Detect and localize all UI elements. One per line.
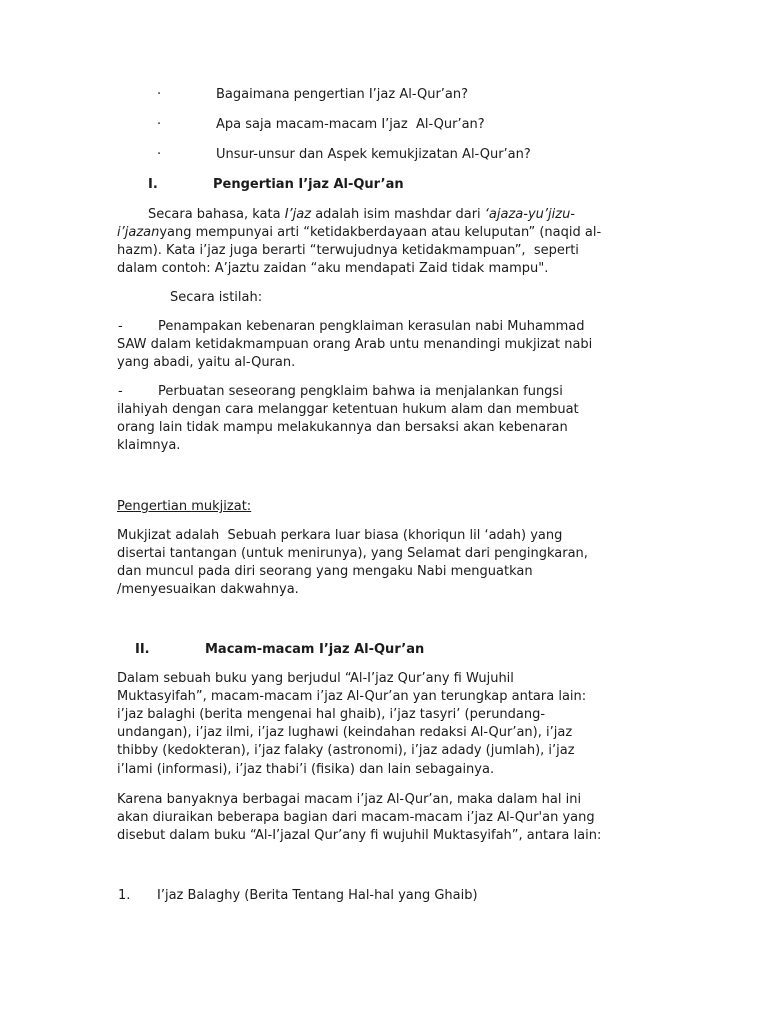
mukjizat-line: dan muncul pada diri seorang yang mengaku Nabi menguatkan: [117, 564, 533, 579]
definition-marker: -: [118, 384, 123, 399]
section-2-number: II.: [135, 642, 150, 657]
definition-line: ilahiyah dengan cara melanggar ketentuan hukum alam dan membuat: [117, 402, 579, 417]
bahasa-line-1: [148, 206, 575, 224]
intro-line: i’lami (informasi), i’jaz thabi’i (fisika) dan lain sebagainya.: [117, 762, 495, 777]
section-2-title: Macam-macam I’jaz Al-Qur’an: [205, 642, 425, 657]
intro-line: Muktasyifah”, macam-macam i’jaz Al-Qur’an yan terungkap antara lain:: [117, 689, 587, 704]
question-text: Unsur-unsur dan Aspek kemukjizatan Al-Qur’an?: [216, 147, 531, 162]
list-item-text: I’jaz Balaghy (Berita Tentang Hal-hal yang Ghaib): [157, 888, 478, 903]
bahasa-text: adalah isim mashdar dari: [311, 207, 485, 222]
definition-line: Penampakan kebenaran pengklaiman kerasulan nabi Muhammad: [158, 319, 585, 334]
karena-line: disebut dalam buku “Al-I’jazal Qur’any fi wujuhil Muktasyifah”, antara lain:: [117, 828, 602, 843]
question-bullet: ·: [157, 147, 162, 162]
definition-line: Perbuatan seseorang pengklaim bahwa ia menjalankan fungsi: [158, 384, 563, 399]
intro-line: undangan), i’jaz ilmi, i’jaz lughawi (keindahan redaksi Al-Qur’an), i’jaz: [117, 725, 573, 740]
mukjizat-line: Mukjizat adalah Sebuah perkara luar biasa (khoriqun lil ‘adah) yang: [117, 528, 563, 543]
section-1-title: Pengertian I’jaz Al-Qur’an: [213, 177, 404, 192]
mukjizat-heading: Pengertian mukjizat:: [117, 499, 252, 514]
mukjizat-line: /menyesuaikan dakwahnya.: [117, 582, 299, 597]
bahasa-line-4: dalam contoh: A’jaztu zaidan “aku mendapati Zaid tidak mampu".: [117, 261, 549, 276]
question-text: Apa saja macam-macam I’jaz Al-Qur’an?: [216, 117, 485, 132]
definition-line: SAW dalam ketidakmampuan orang Arab untu menandingi mukjizat nabi: [117, 337, 593, 352]
definition-marker: -: [118, 319, 123, 334]
bahasa-text: yang mempunyai arti “ketidakberdayaan atau keluputan” (naqid al-: [159, 225, 602, 240]
bahasa-line-3: hazm). Kata i’jaz juga berarti “terwujudnya ketidakmampuan”, seperti: [117, 243, 579, 258]
bahasa-line-2: [117, 224, 601, 242]
intro-line: Dalam sebuah buku yang berjudul “Al-I’jaz Qur’any fi Wujuhil: [117, 671, 514, 686]
definition-line: yang abadi, yaitu al-Quran.: [117, 355, 296, 370]
arabic-root: i’jazan: [117, 225, 160, 240]
definition-line: klaimnya.: [117, 438, 181, 453]
arabic-root: ‘ajaza-yu’jizu-: [484, 207, 575, 222]
list-item-number: 1.: [118, 888, 131, 903]
definition-line: orang lain tidak mampu melakukannya dan bersaksi akan kebenaran: [117, 420, 568, 435]
mukjizat-line: disertai tantangan (untuk menirunya), yang Selamat dari pengingkaran,: [117, 546, 588, 561]
question-text: Bagaimana pengertian I’jaz Al-Qur’an?: [216, 87, 469, 102]
ijaz-term: I’jaz: [284, 207, 312, 222]
istilah-label: Secara istilah:: [170, 290, 263, 305]
karena-line: Karena banyaknya berbagai macam i’jaz Al-Qur’an, maka dalam hal ini: [117, 792, 582, 807]
intro-line: thibby (kedokteran), i’jaz falaky (astronomi), i’jaz adady (jumlah), i’jaz: [117, 743, 575, 758]
bahasa-text: Secara bahasa, kata: [148, 207, 285, 222]
question-bullet: ·: [157, 87, 162, 102]
karena-line: akan diuraikan beberapa bagian dari macam-macam i’jaz Al-Qur'an yang: [117, 810, 595, 825]
intro-line: i’jaz balaghi (berita mengenai hal ghaib), i’jaz tasyri’ (perundang-: [117, 707, 546, 722]
question-bullet: ·: [157, 117, 162, 132]
section-1-number: I.: [148, 177, 158, 192]
